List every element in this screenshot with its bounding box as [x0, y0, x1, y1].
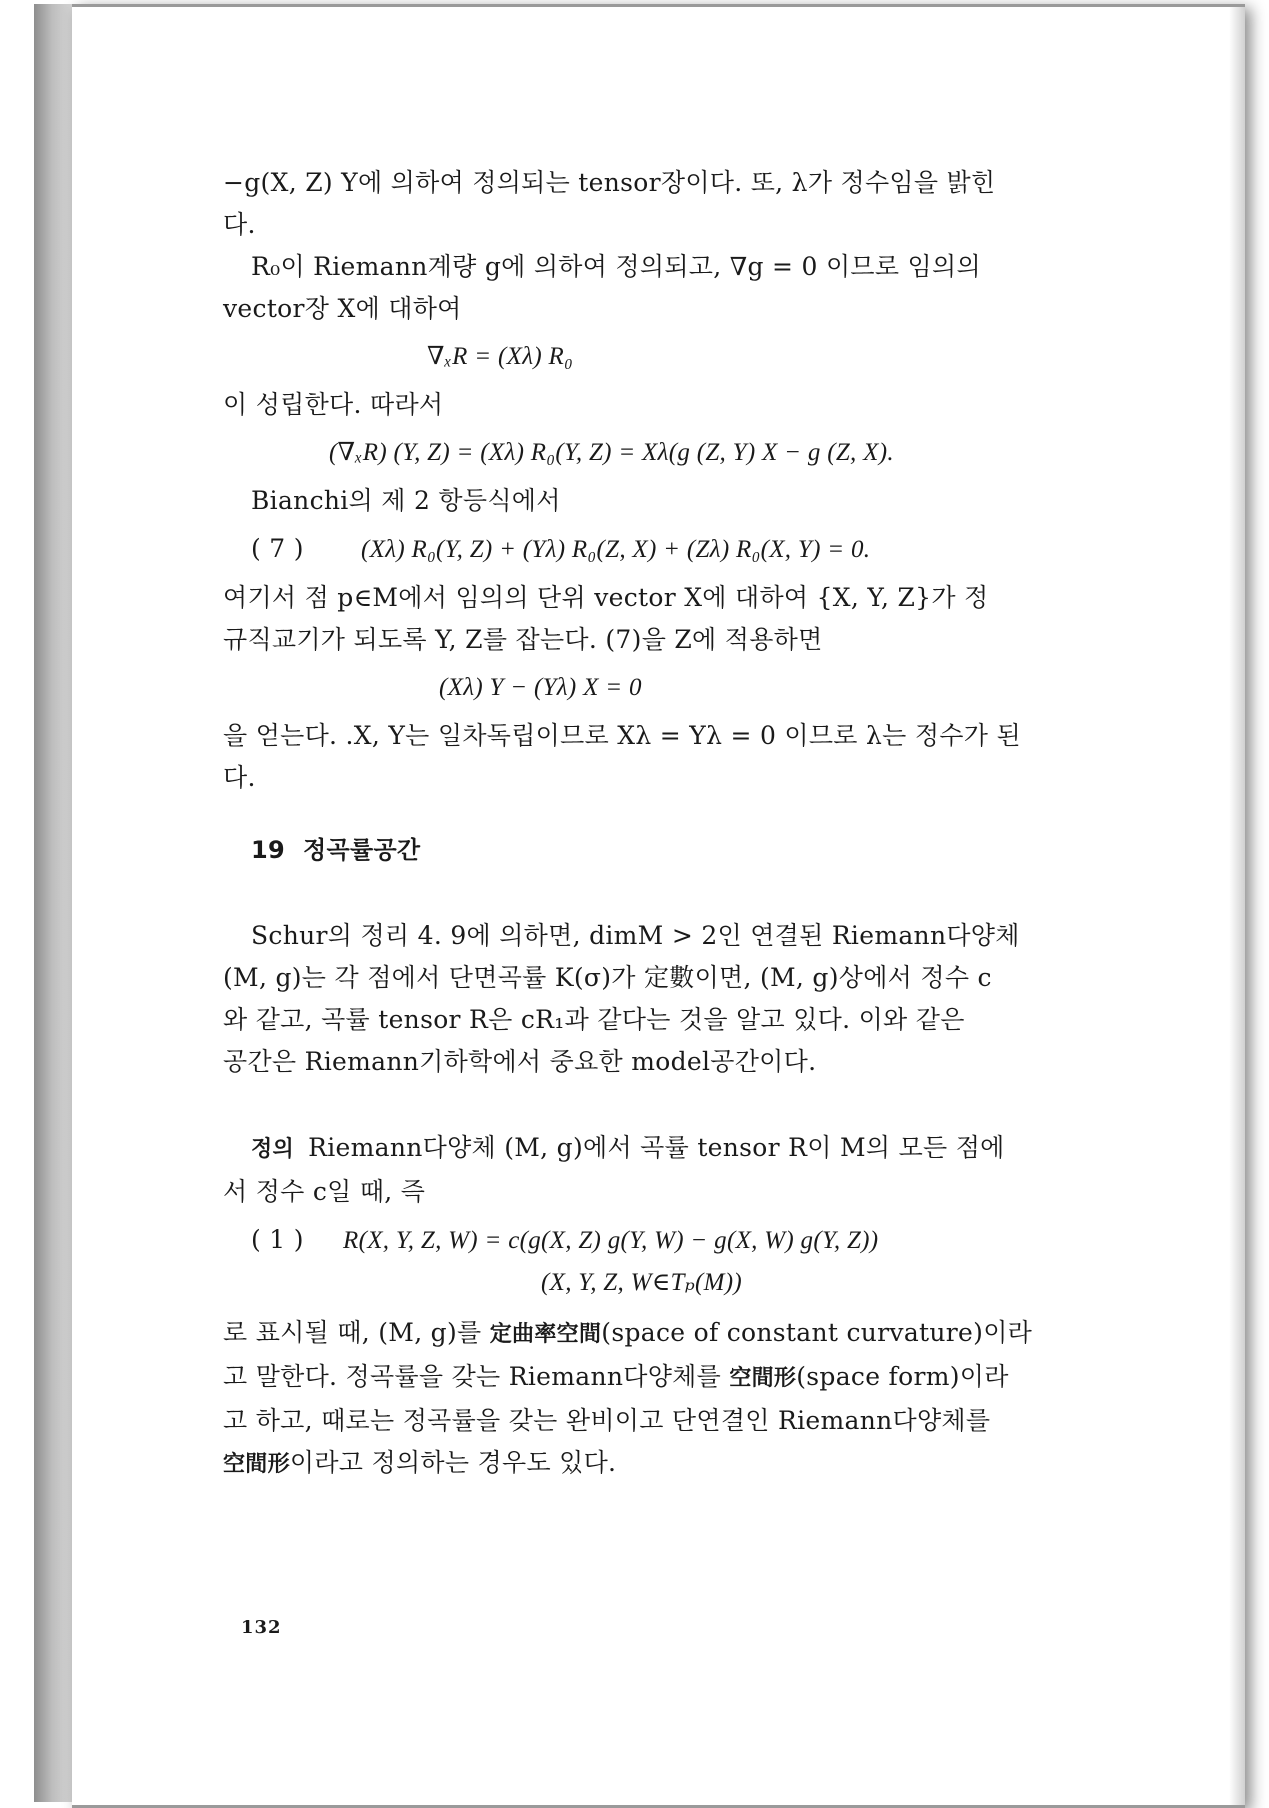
definition-text-1: Riemann다양체 (M, g)에서 곡률 tensor R이 M의 모든 점에: [308, 1133, 1005, 1162]
paragraph-2-line-2: vector장 X에 대하여: [223, 294, 462, 323]
term-space-form: 空間形: [729, 1366, 797, 1391]
equation-a: ∇ₓR = (Xλ) R₀: [427, 343, 574, 370]
paragraph-5-line-1: 여기서 점 p∈M에서 임의의 단위 vector X에 대하여 {X, Y, Z}가 정: [223, 583, 989, 612]
definition-line-2: 서 정수 c일 때, 즉: [223, 1177, 426, 1206]
page-content: [223, 162, 1103, 1486]
paragraph-3: 이 성립한다. 따라서: [223, 390, 444, 419]
equation-1-formula: R(X, Y, Z, W) = c(g(X, Z) g(Y, W) − g(X, W) g(Y, Z)): [343, 1227, 879, 1254]
paragraph-1-line-1: −g(X, Z) Y에 의하여 정의되는 tensor장이다. 또, λ가 정수임을 밝힌: [223, 168, 996, 197]
paragraph-7-line-1: Schur의 정리 4. 9에 의하면, dimM > 2인 연결된 Riemann다양체: [251, 921, 1020, 950]
paragraph-8-line-1-text-a: 로 표시될 때, (M, g)를: [223, 1318, 490, 1347]
equation-1: [223, 1219, 1103, 1262]
paragraph-8-line-4-text: 이라고 정의하는 경우도 있다.: [289, 1448, 617, 1477]
equation-c: (Xλ) Y − (Yλ) X = 0: [439, 674, 642, 701]
equation-7-number: ( 7 ): [251, 534, 304, 563]
equation-b: (∇ₓR) (Y, Z) = (Xλ) R₀(Y, Z) = Xλ(g (Z, Y) X − g (Z, X).: [329, 439, 894, 466]
paragraph-5-line-2: 규직교기가 되도록 Y, Z를 잡는다. (7)을 Z에 적용하면: [223, 625, 823, 654]
equation-7-formula: (Xλ) R₀(Y, Z) + (Yλ) R₀(Z, X) + (Zλ) R₀(X, Y) = 0.: [361, 536, 871, 563]
paragraph-8-line-1: [223, 1312, 1103, 1356]
paragraph-1-line-2: 다.: [223, 210, 256, 239]
equation-1-condition: (X, Y, Z, W∈Tₚ(M)): [541, 1269, 743, 1296]
paragraph-8-line-3: 고 하고, 때로는 정곡률을 갖는 완비이고 단연결인 Riemann다양체를: [223, 1406, 991, 1435]
page-edge-shadow: [1229, 7, 1245, 1805]
term-constant-curvature-space: 定曲率空間: [489, 1322, 602, 1347]
term-space-form-2: 空間形: [223, 1452, 290, 1477]
equation-1-number: ( 1 ): [251, 1225, 304, 1254]
paragraph-8-line-1-text-b: (space of constant curvature)이라: [601, 1318, 1033, 1347]
definition-label: 정의: [251, 1137, 295, 1162]
equation-7: [223, 528, 1103, 571]
section-heading: [251, 829, 1103, 871]
paragraph-7-line-2: (M, g)는 각 점에서 단면곡률 K(σ)가 定數이면, (M, g)상에서 정수 c: [223, 963, 992, 992]
paragraph-2-line-1: R₀이 Riemann계량 g에 의하여 정의되고, ∇g = 0 이므로 임의의: [251, 252, 981, 281]
section-title: 정곡률공간: [303, 836, 421, 864]
paragraph-4: Bianchi의 제 2 항등식에서: [251, 486, 561, 515]
paragraph-8-line-2-text-b: (space form)이라: [796, 1362, 1009, 1391]
paragraph-7-line-4: 공간은 Riemann기하학에서 중요한 model공간이다.: [223, 1047, 817, 1076]
paragraph-8-line-4: [223, 1442, 1103, 1486]
paragraph-6-line-2: 다.: [223, 763, 256, 792]
paragraph-8-line-2-text-a: 고 말한다. 정곡률을 갖는 Riemann다양체를: [223, 1362, 730, 1391]
paragraph-8-line-2: [223, 1356, 1103, 1400]
paragraph-7-line-3: 와 같고, 곡률 tensor R은 cR₁과 같다는 것을 알고 있다. 이와 같은: [223, 1005, 965, 1034]
paragraph-6-line-1: 을 얻는다. .X, Y는 일차독립이므로 Xλ = Yλ = 0 이므로 λ는 정수가 된: [223, 721, 1021, 750]
page-number: 132: [241, 1617, 282, 1638]
definition-line-1: [223, 1127, 1103, 1171]
section-number: 19: [251, 836, 285, 864]
book-spine: [34, 4, 74, 1802]
